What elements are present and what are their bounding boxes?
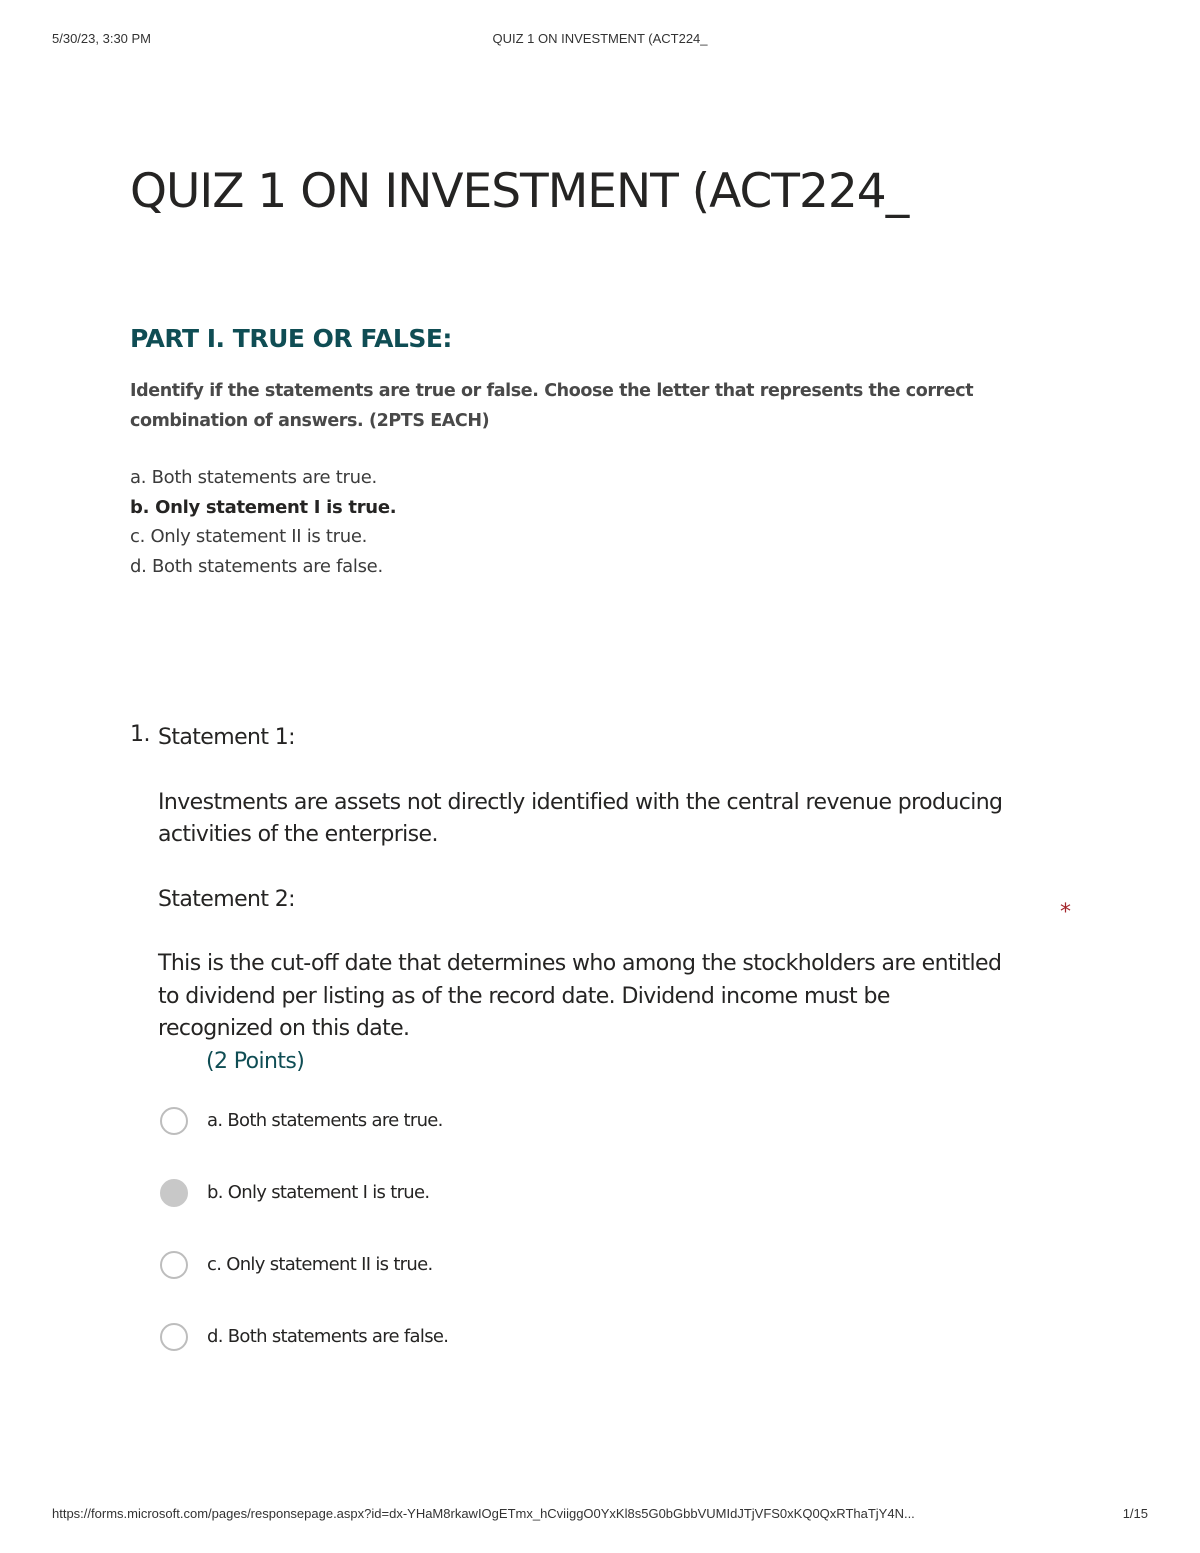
required-asterisk: *	[1060, 900, 1071, 925]
answer-legend	[130, 463, 396, 581]
statement2-text: This is the cut-off date that determines who among the stockholders are entitled	[158, 951, 1002, 976]
radio-button-icon[interactable]	[160, 1323, 188, 1351]
print-footer	[52, 1506, 1148, 1524]
statement1-text: activities of the enterprise.	[158, 822, 438, 847]
option-label: c. Only statement II is true.	[207, 1254, 433, 1275]
print-header	[52, 31, 1148, 49]
print-document-title: QUIZ 1 ON INVESTMENT (ACT224_	[492, 31, 708, 46]
option-label: d. Both statements are false.	[207, 1326, 449, 1347]
question-points: (2 Points)	[206, 1048, 305, 1074]
section-description-line: Identify if the statements are true or false. Choose the letter that represents the correct	[130, 381, 974, 401]
statement2-text: to dividend per listing as of the record date. Dividend income must be	[158, 983, 890, 1009]
option-label: b. Only statement I is true.	[207, 1182, 430, 1203]
legend-item-a: a. Both statements are true.	[130, 467, 377, 488]
answer-options	[160, 1107, 760, 1395]
section-description	[130, 376, 1030, 436]
question-number: 1.	[130, 722, 150, 747]
option-label: a. Both statements are true.	[207, 1110, 443, 1131]
option-a[interactable]	[160, 1107, 760, 1179]
option-b[interactable]	[160, 1179, 760, 1251]
print-datetime: 5/30/23, 3:30 PM	[52, 31, 152, 46]
print-url: https://forms.microsoft.com/pages/responsepage.aspx?id=dx-YHaM8rkawIOgETmx_hCviiggO0YxKl8s5G0bGbbVUMIdJTjVFS0xKQ0QxRThaTjY4N...	[52, 1506, 915, 1521]
option-d[interactable]	[160, 1323, 760, 1395]
legend-item-c: c. Only statement II is true.	[130, 526, 368, 547]
print-page-number: 1/15	[1122, 1506, 1148, 1521]
question-1	[130, 722, 1090, 1382]
legend-item-d: d. Both statements are false.	[130, 555, 383, 577]
legend-item-b: b. Only statement I is true.	[130, 496, 397, 518]
statement1-text: Investments are assets not directly identified with the central revenue producing	[158, 789, 1003, 815]
radio-button-icon[interactable]	[160, 1107, 188, 1135]
form-title: QUIZ 1 ON INVESTMENT (ACT224_	[130, 164, 909, 219]
section-title: PART I. TRUE OR FALSE:	[130, 324, 452, 353]
radio-button-selected-icon[interactable]	[160, 1179, 188, 1207]
question-text	[158, 722, 1078, 1078]
section-description-line: combination of answers. (2PTS EACH)	[130, 411, 490, 431]
statement1-heading: Statement 1:	[158, 725, 295, 750]
radio-button-icon[interactable]	[160, 1251, 188, 1279]
statement2-heading: Statement 2:	[158, 886, 295, 912]
statement2-text: recognized on this date.	[158, 1016, 410, 1041]
option-c[interactable]	[160, 1251, 760, 1323]
